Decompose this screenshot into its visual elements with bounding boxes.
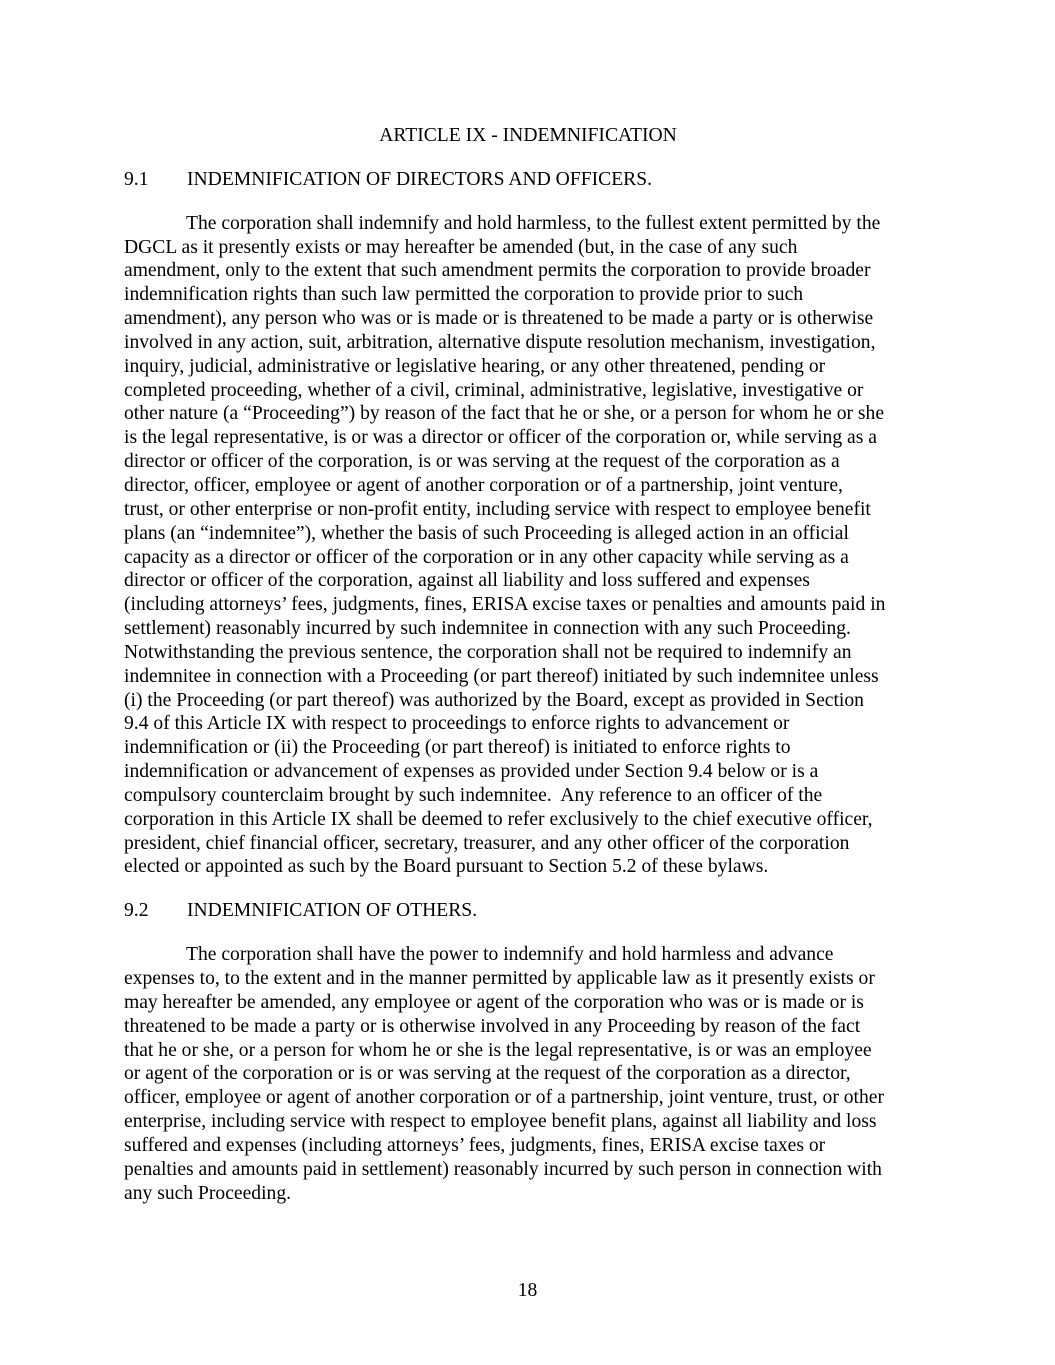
paragraph-line: suffered and expenses (including attorneys’ fees, judgments, fines, ERISA excise taxes or bbox=[124, 1134, 826, 1156]
paragraph-line: indemnitee in connection with a Proceeding (or part thereof) initiated by such indemnitee unless bbox=[124, 665, 879, 687]
paragraph-line: other nature (a “Proceeding”) by reason of the fact that he or she, or a person for whom he or she bbox=[124, 403, 885, 425]
paragraph-line: completed proceeding, whether of a civil, criminal, administrative, legislative, investigative or bbox=[124, 379, 864, 401]
paragraph-line: president, chief financial officer, secretary, treasurer, and any other officer of the corporation bbox=[124, 832, 850, 854]
section-heading-9-1 bbox=[124, 168, 932, 192]
paragraph-line: director or officer of the corporation, against all liability and loss suffered and expenses bbox=[124, 570, 810, 592]
section-paragraph-9-2 bbox=[124, 943, 932, 1205]
page-number: 18 bbox=[517, 1280, 538, 1301]
paragraph-line: any such Proceeding. bbox=[124, 1182, 292, 1204]
section-paragraph-9-1 bbox=[124, 212, 932, 880]
paragraph-line: (i) the Proceeding (or part thereof) was authorized by the Board, except as provided in Section bbox=[124, 689, 864, 711]
paragraph-line: (including attorneys’ fees, judgments, fines, ERISA excise taxes or penalties and amounts paid in bbox=[124, 594, 886, 616]
paragraph-line: elected or appointed as such by the Board pursuant to Section 5.2 of these bylaws. bbox=[124, 856, 769, 878]
paragraph-line: 9.4 of this Article IX with respect to proceedings to enforce rights to advancement or bbox=[124, 713, 790, 735]
paragraph-line: penalties and amounts paid in settlement) reasonably incurred by such person in connection with bbox=[124, 1158, 882, 1180]
section-title: INDEMNIFICATION OF OTHERS. bbox=[187, 900, 478, 922]
paragraph-line: officer, employee or agent of another corporation or of a partnership, joint venture, trust, or other bbox=[124, 1087, 885, 1109]
section-title: INDEMNIFICATION OF DIRECTORS AND OFFICERS. bbox=[187, 168, 653, 190]
paragraph-line: or agent of the corporation or is or was serving at the request of the corporation as a director, bbox=[124, 1063, 851, 1085]
paragraph-line: Notwithstanding the previous sentence, the corporation shall not be required to indemnify an bbox=[124, 641, 852, 663]
paragraph-line: involved in any action, suit, arbitration, alternative dispute resolution mechanism, investigation, bbox=[124, 331, 876, 353]
paragraph-line: compulsory counterclaim brought by such indemnitee. Any reference to an officer of the bbox=[124, 784, 823, 806]
paragraph-line: plans (an “indemnitee”), whether the basis of such Proceeding is alleged action in an official bbox=[124, 522, 849, 544]
section-number: 9.2 bbox=[124, 900, 149, 922]
paragraph-line: may hereafter be amended, any employee or agent of the corporation who was or is made or is bbox=[124, 991, 864, 1013]
paragraph-line: corporation in this Article IX shall be deemed to refer exclusively to the chief executive officer, bbox=[124, 808, 873, 830]
paragraph-line: enterprise, including service with respect to employee benefit plans, against all liability and loss bbox=[124, 1111, 877, 1133]
paragraph-line: indemnification or advancement of expenses as provided under Section 9.4 below or is a bbox=[124, 761, 819, 783]
paragraph-line: The corporation shall indemnify and hold harmless, to the fullest extent permitted by the bbox=[186, 212, 881, 234]
paragraph-line: amendment), any person who was or is made or is threatened to be made a party or is otherwise bbox=[124, 308, 874, 330]
paragraph-line: capacity as a director or officer of the corporation or in any other capacity while serving as a bbox=[124, 546, 849, 568]
paragraph-line: expenses to, to the extent and in the manner permitted by applicable law as it presently exists or bbox=[124, 968, 875, 989]
paragraph-line: indemnification rights than such law permitted the corporation to provide prior to such bbox=[124, 284, 804, 306]
section-number: 9.1 bbox=[124, 168, 149, 190]
paragraph-line: threatened to be made a party or is otherwise involved in any Proceeding by reason of the fact bbox=[124, 1015, 861, 1037]
paragraph-line: director, officer, employee or agent of another corporation or of a partnership, joint venture, bbox=[124, 474, 843, 496]
paragraph-line: amendment, only to the extent that such amendment permits the corporation to provide broader bbox=[124, 260, 871, 282]
paragraph-line: is the legal representative, is or was a director or officer of the corporation or, while serving as a bbox=[124, 427, 877, 449]
article-title: ARTICLE IX - INDEMNIFICATION bbox=[379, 125, 677, 146]
section-heading-9-2 bbox=[124, 899, 932, 923]
paragraph-line: that he or she, or a person for whom he or she is the legal representative, is or was an employee bbox=[124, 1039, 872, 1061]
paragraph-line: trust, or other enterprise or non-profit entity, including service with respect to employee benefit bbox=[124, 498, 871, 520]
paragraph-line: indemnification or (ii) the Proceeding (or part thereof) is initiated to enforce rights to bbox=[124, 737, 791, 759]
paragraph-line: settlement) reasonably incurred by such indemnitee in connection with any such Proceeding. bbox=[124, 618, 851, 640]
paragraph-line: The corporation shall have the power to indemnify and hold harmless and advance bbox=[186, 944, 834, 966]
paragraph-line: director or officer of the corporation, is or was serving at the request of the corporation as a bbox=[124, 451, 840, 473]
paragraph-line: DGCL as it presently exists or may hereafter be amended (but, in the case of any such bbox=[124, 236, 798, 258]
document-page bbox=[124, 124, 932, 1225]
paragraph-line: inquiry, judicial, administrative or legislative hearing, or any other threatened, pending or bbox=[124, 355, 826, 377]
